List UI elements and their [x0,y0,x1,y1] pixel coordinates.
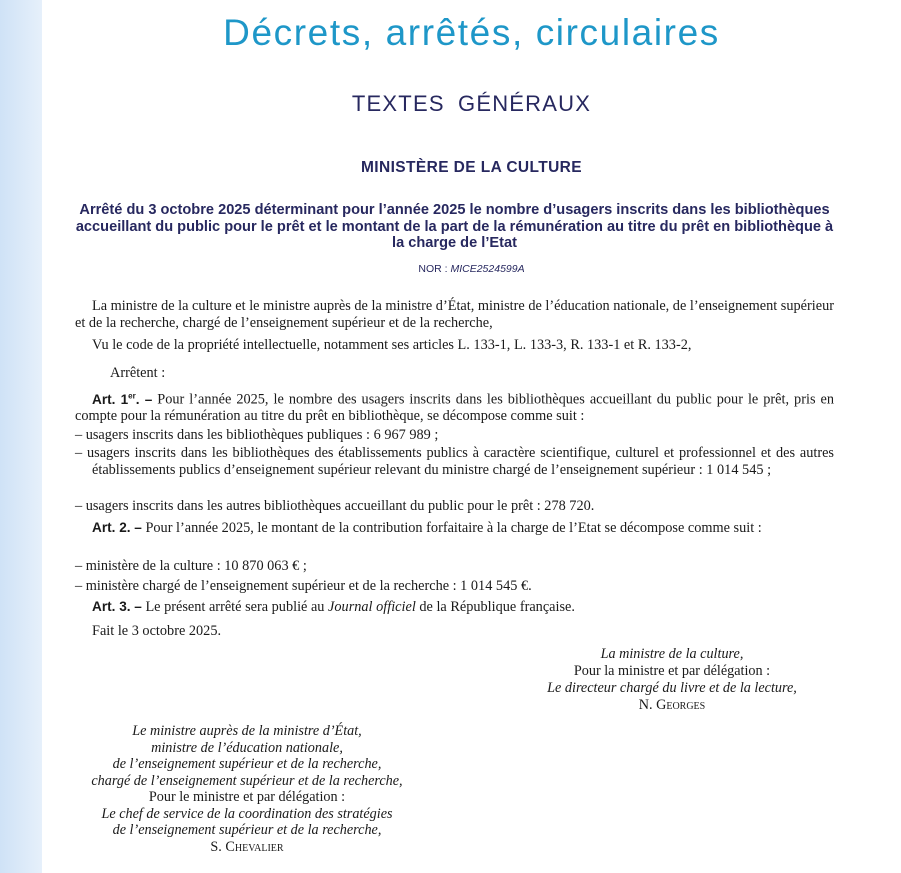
signature-line: de l’enseignement supérieur et de la recherche, [112,756,382,772]
signature-line: Pour le ministre et par délégation : [148,789,346,805]
list-item: – usagers inscrits dans les bibliothèques publiques : 6 967 989 ; [75,427,439,443]
act-title: Arrêté du 3 octobre 2025 déterminant pour l’année 2025 le nombre d’usagers inscrits dans les bibliothèques accueillant du public pour le prêt et le montant de la part de la rémunération au titre du prêt en bibliothèque à la charge de l’Etat [75,202,834,251]
signature-line: Le directeur chargé du livre et de la lecture, [547,680,797,696]
vu-block [75,337,834,354]
date-line: Fait le 3 octobre 2025. [92,623,222,639]
signature-line: ministre de l’éducation nationale, [151,739,343,756]
list-item: – usagers inscrits dans les bibliothèques des établissements publics à caractère scientifique, culturel et professionnel et des autres établissements publics d’enseignement supérieur relevant du ministre chargé de l’enseignement supérieur : 1 014 545 ; [75,445,834,478]
article-3-text [75,599,834,616]
signatory-initial: N. [638,697,657,713]
list-item: – usagers inscrits dans les autres bibliothèques accueillant du public pour le prêt : 278 720. [75,498,595,514]
publication-heading: Décrets, arrêtés, circulaires [223,12,720,53]
arretent-block [75,365,834,382]
article-3-body-before: Le présent arrêté sera publié au [141,599,329,615]
signatory-surname: Chevalier [225,838,284,855]
signatory-name [42,839,452,856]
signature-line: La ministre de la culture, [600,646,744,662]
signature-block-culture [472,646,872,714]
article-3-body-after: de la République française. [415,599,575,615]
intro-paragraph: La ministre de la culture et le ministre auprès de la ministre d’État, ministre de l’éducation nationale, de l’enseignement supérieur et de la recherche, chargé de l’enseignement supérieur et de la recherche, [75,298,834,331]
journal-officiel-italic: Journal officiel [328,599,416,615]
side-margin-band [0,0,42,873]
article-2-list [75,578,834,595]
signature-line: Pour la ministre et par délégation : [573,663,771,679]
article-1-label [92,392,152,407]
signatory-name [472,697,872,714]
signatory-initial: S. [210,838,226,855]
article-1-text [75,388,834,425]
nor-code: MICE2524599A [450,263,525,275]
fait-block [75,623,834,640]
section-heading: TEXTES GÉNÉRAUX [351,91,592,116]
ministry-heading: MINISTÈRE DE LA CULTURE [360,159,583,176]
article-3 [75,599,834,616]
signature-line: Le ministre auprès de la ministre d’État, [132,723,362,739]
article-3-label: Art. 3. – [92,599,142,614]
nor-reference [42,263,901,275]
signature-line: Le chef de service de la coordination des stratégies [101,805,393,822]
signature-line: de l’enseignement supérieur et de la recherche, [112,822,382,838]
article-2-body: Pour l’année 2025, le montant de la contribution forfaitaire à la charge de l’Etat se décompose comme suit : [141,520,762,536]
article-1-label-end: . – [135,391,153,407]
article-1-label-main: Art. 1 [92,391,129,407]
list-item: – ministère chargé de l’enseignement supérieur et de la recherche : 1 014 545 €. [75,578,532,594]
signature-line: chargé de l’enseignement supérieur et de la recherche, [91,772,403,789]
article-1 [75,388,834,425]
article-2-text [75,520,834,537]
nor-label: NOR : [418,263,451,275]
vu-paragraph: Vu le code de la propriété intellectuelle, notamment ses articles L. 133-1, L. 133-3, R. 133-1 et R. 133-2, [92,337,692,353]
article-1-label-sup: er [128,391,136,400]
article-2-label: Art. 2. – [92,520,142,535]
journal-page [42,0,901,873]
list-item: – ministère de la culture : 10 870 063 € ; [75,558,307,574]
article-2 [75,520,834,537]
article-1-body: Pour l’année 2025, le nombre des usagers inscrits dans les bibliothèques accueillant du public pour le prêt, pris en compte pour la rémunération au titre du prêt en bibliothèque, se décompose comme suit : [75,391,834,425]
article-1-list [75,427,834,444]
article-1-list [75,498,834,515]
signatory-surname: Georges [656,697,706,713]
article-1-list [75,445,834,478]
signature-block-enseignement [42,723,452,855]
arretent-line: Arrêtent : [110,365,166,381]
preamble [75,298,834,331]
article-2-list [75,558,834,575]
